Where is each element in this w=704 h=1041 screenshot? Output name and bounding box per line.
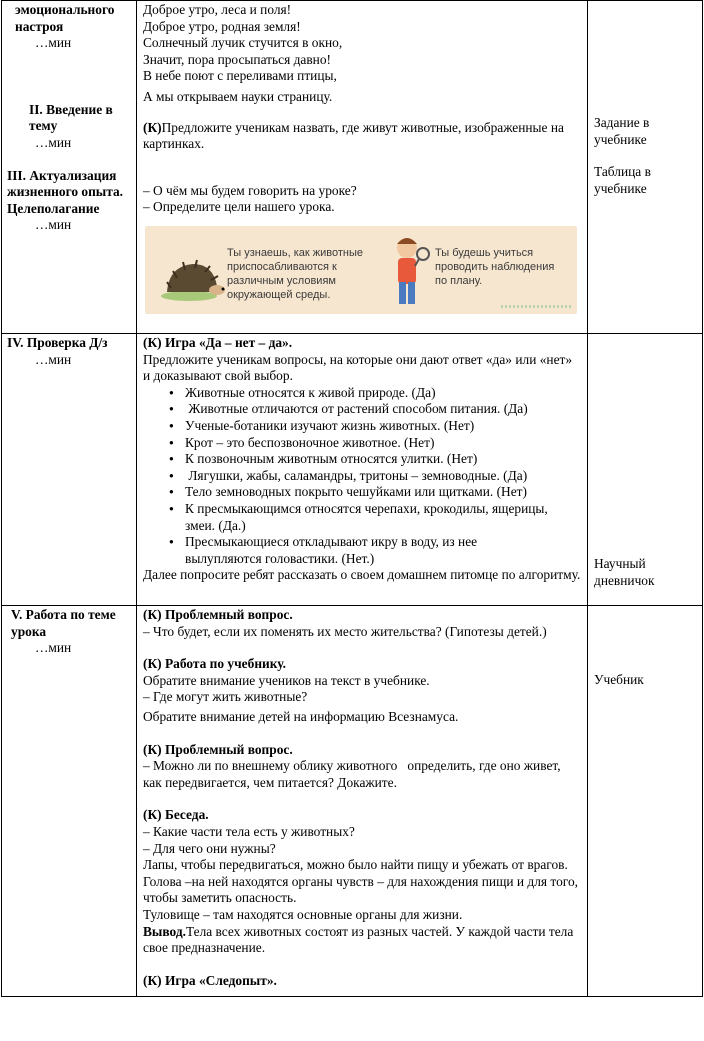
banner-text-right: Ты будешь учиться проводить наблюдения по плану. — [435, 246, 555, 287]
list-item: ● Животные относятся к живой природе. (Да) — [185, 385, 582, 402]
stage-title: II. Введение в тему — [29, 101, 113, 134]
stage-duration: …мин — [35, 134, 72, 150]
question-list — [143, 385, 582, 568]
block-line: Обратите внимание детей на информацию Всезнамуса. — [143, 708, 459, 724]
conclusion-text: Тела всех животных состоят из разных частей. У каждой части тела свое предназначение. — [143, 923, 574, 956]
stage-cell — [2, 334, 137, 606]
list-item: ● Тело земноводных покрыто чешуйками или щитками. (Нет) — [185, 484, 582, 501]
block-line: – Для чего они нужны? — [143, 840, 276, 856]
lesson-plan-table — [1, 0, 703, 997]
block-heading: (К) Проблемный вопрос. — [143, 607, 293, 622]
stage-title: V. Работа по теме урока — [11, 607, 116, 639]
content-cell — [137, 606, 588, 997]
stage-duration: …мин — [35, 35, 72, 51]
list-item: ● К пресмыкающимся относятся черепахи, крокодилы, ящерицы, змеи. (Да.) — [185, 501, 582, 534]
table-row — [2, 1, 703, 334]
stage-duration: …мин — [35, 351, 72, 367]
content-cell — [137, 334, 588, 606]
game-outro: Далее попросите ребят рассказать о своем домашнем питомце по алгоритму. — [143, 567, 581, 583]
poem-line: Значит, пора просыпаться давно! — [143, 51, 331, 67]
resources-cell — [588, 1, 703, 334]
decorative-stripe — [501, 305, 571, 308]
table-row — [2, 334, 703, 606]
list-item: ● Крот – это беспозвоночное животное. (Нет) — [185, 435, 582, 452]
list-item: ● К позвоночным животным относятся улитки. (Нет) — [185, 451, 582, 468]
stage-cell — [2, 1, 137, 334]
resource-label: Таблица в учебнике — [594, 164, 651, 196]
poem-line: Солнечный лучик стучится в окно, — [143, 35, 343, 51]
table-row — [2, 606, 703, 997]
block-line: Туловище – там находятся основные органы для жизни. — [143, 906, 463, 922]
stage-title: IV. Проверка Д/з — [7, 335, 108, 350]
poem-line: Доброе утро, родная земля! — [143, 18, 301, 34]
block-line: Лапы, чтобы передвигаться, можно было найти пищу и убежать от врагов. — [143, 857, 568, 873]
block-line: Голова –на ней находятся органы чувств – для нахождения пищи и для того, чтобы заметить опасность. — [143, 873, 578, 906]
textbook-banner — [145, 226, 577, 314]
game-heading: (К) Игра «Да – нет – да». — [143, 335, 293, 350]
stage-cell — [2, 606, 137, 997]
block-line: Обратите внимание учеников на текст в учебнике. — [143, 672, 430, 688]
stage-title: эмоционального настроя — [15, 2, 115, 34]
banner-text-left: Ты узнаешь, как животные приспосабливаются к различным условиям окружающей среды. — [227, 246, 363, 301]
stage-duration: …мин — [35, 217, 72, 233]
block-heading: (К) Работа по учебнику. — [143, 656, 286, 672]
hedgehog-icon — [159, 252, 229, 302]
question: – Определите цели нашего урока. — [143, 199, 335, 215]
content-cell — [137, 1, 588, 334]
task-prefix: (К) — [143, 119, 162, 135]
list-item: ● Лягушки, жабы, саламандры, тритоны – земноводные. (Да) — [185, 468, 582, 485]
block-line: – Что будет, если их поменять их место жительства? (Гипотезы детей.) — [143, 623, 547, 639]
game-intro: Предложите ученикам вопросы, на которые они дают ответ «да» или «нет» и доказывают свой выбор. — [143, 351, 573, 384]
poem-line: Доброе утро, леса и поля! — [143, 2, 292, 17]
list-item: ● Пресмыкающиеся откладывают икру в воду, из нее вылупляются головастики. (Нет.) — [185, 534, 582, 567]
question: – О чём мы будем говорить на уроке? — [143, 182, 357, 198]
task-paragraph — [143, 120, 582, 153]
block-heading: (К) Игра «Следопыт». — [143, 972, 277, 988]
resource-label: Учебник — [594, 672, 644, 687]
poem-line: В небе поют с переливами птицы, — [143, 68, 337, 84]
block-line: – Где могут жить животные? — [143, 689, 308, 705]
block-line: – Какие части тела есть у животных? — [143, 823, 355, 839]
conclusion — [143, 924, 582, 957]
block-line: – Можно ли по внешнему облику животного определить, где оно живет, как передвигается, чем питается? Докажите. — [143, 758, 564, 790]
resources-cell — [588, 606, 703, 997]
resource-label: Научный дневничок — [594, 556, 655, 588]
block-heading: (К) Проблемный вопрос. — [143, 741, 293, 757]
resources-cell — [588, 334, 703, 606]
poem — [143, 2, 582, 106]
child-with-magnifier-icon — [385, 232, 431, 312]
stage-duration: …мин — [35, 640, 72, 656]
resource-label: Задание в учебнике — [594, 115, 650, 147]
conclusion-label: Вывод. — [143, 923, 186, 939]
task-text: Предложите ученикам назвать, где живут животные, изображенные на картинках. — [143, 119, 564, 152]
list-item: ● Животные отличаются от растений способом питания. (Да) — [185, 401, 582, 418]
list-item: ● Ученые-ботаники изучают жизнь животных. (Нет) — [185, 418, 582, 435]
poem-line: А мы открываем науки страницу. — [143, 88, 333, 104]
block-heading: (К) Беседа. — [143, 807, 209, 823]
stage-title: III. Актуализация жизненного опыта. Целеполагание — [7, 167, 124, 216]
